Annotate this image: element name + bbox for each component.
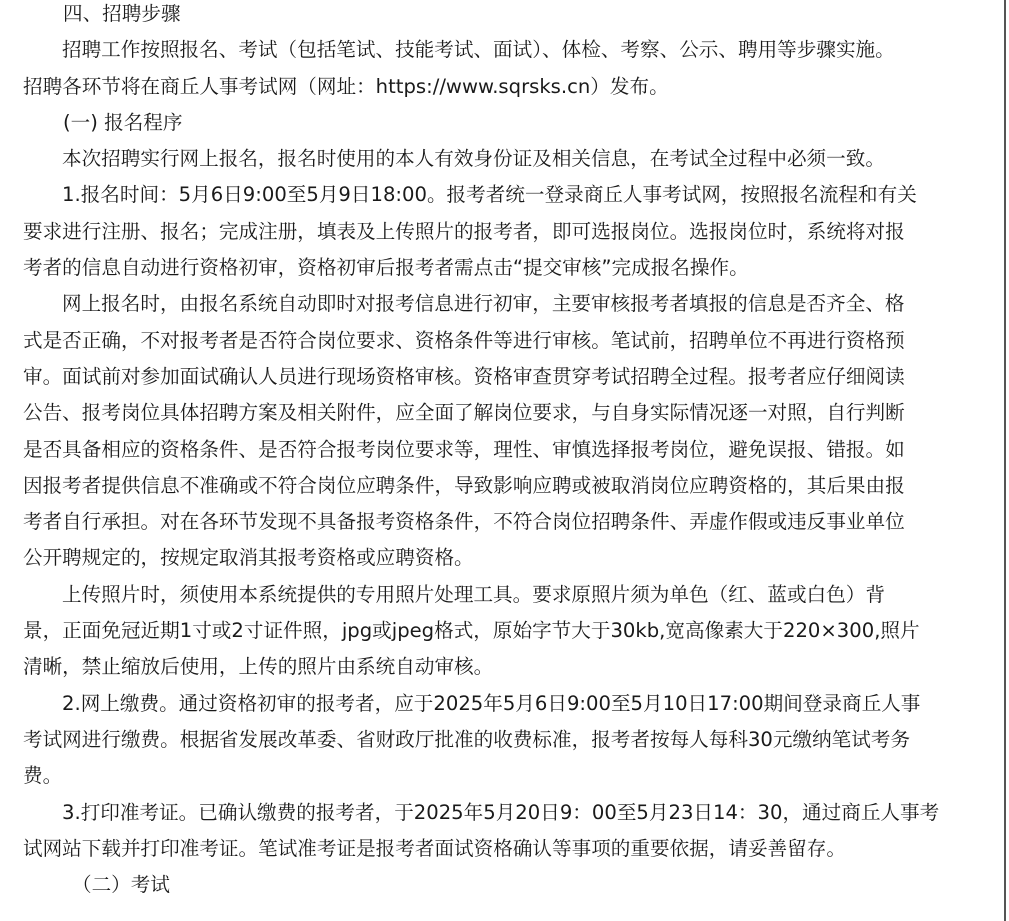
intro-line-2: 招聘各环节将在商丘人事考试网（网址：https://www.sqrsks.cn）发布。	[23, 74, 669, 98]
online-review-line-7: 考者自行承担。对在各环节发现不具备报考资格条件，不符合岗位招聘条件、弄虚作假或违反事业单位	[23, 510, 905, 534]
item2-line-2: 考试网进行缴费。根据省发展改革委、省财政厅批准的收费标准，报考者按每人每科30元缴纳笔试考务	[23, 727, 911, 751]
section-heading: 四、招聘步骤	[63, 2, 181, 25]
item1-line-3: 考者的信息自动进行资格初审，资格初审后报考者需点击“提交审核”完成报名操作。	[23, 256, 749, 280]
online-review-line-8: 公开聘规定的，按规定取消其报考资格或应聘资格。	[23, 546, 474, 570]
item1-line-2: 要求进行注册、报名；完成注册，填表及上传照片的报考者，即可选报岗位。选报岗位时，系统将对报	[23, 219, 905, 243]
photo-upload-line-2: 景，正面免冠近期1寸或2寸证件照，jpg或jpeg格式，原始字节大于30kb,宽高像素大于220×300,照片	[23, 619, 920, 643]
online-review-line-6: 因报考者提供信息不准确或不符合岗位应聘条件，导致影响应聘或被取消岗位应聘资格的，其后果由报	[23, 473, 905, 497]
item2-line-3: 费。	[23, 764, 63, 788]
subsection-title-registration: (一) 报名程序	[63, 110, 183, 134]
online-review-line-4: 公告、报考岗位具体招聘方案及相关附件，应全面了解岗位要求，与自身实际情况逐一对照，自行判断	[23, 401, 905, 425]
item3-line-1: 3.打印准考证。已确认缴费的报考者，于2025年5月20日9：00至5月23日14：30，通过商丘人事考	[62, 800, 940, 824]
online-review-line-1: 网上报名时，由报名系统自动即时对报考信息进行初审，主要审核报考者填报的信息是否齐全、格	[62, 292, 905, 316]
photo-upload-line-3: 清晰，禁止缩放后使用，上传的照片由系统自动审核。	[23, 655, 494, 679]
online-review-line-3: 审。面试前对参加面试确认人员进行现场资格审核。资格审查贯穿考试招聘全过程。报考者应仔细阅读	[23, 364, 905, 388]
item3-line-2: 试网站下载并打印准考证。笔试准考证是报考者面试资格确认等事项的重要依据，请妥善留存。	[23, 836, 846, 860]
registration-intro: 本次招聘实行网上报名，报名时使用的本人有效身份证及相关信息，在考试全过程中必须一致。	[62, 147, 885, 171]
item2-line-1: 2.网上缴费。通过资格初审的报考者，应于2025年5月6日9:00至5月10日17:00期间登录商丘人事	[62, 691, 921, 715]
document-body	[23, 0, 983, 903]
photo-upload-line-1: 上传照片时，须使用本系统提供的专用照片处理工具。要求原照片须为单色（红、蓝或白色）背	[62, 582, 885, 606]
online-review-line-5: 是否具备相应的资格条件、是否符合报考岗位要求等，理性、审慎选择报考岗位，避免误报、错报。如	[23, 437, 905, 461]
online-review-line-2: 式是否正确，不对报考者是否符合岗位要求、资格条件等进行审核。笔试前，招聘单位不再进行资格预	[23, 328, 905, 352]
intro-line-1: 招聘工作按照报名、考试（包括笔试、技能考试、面试）、体检、考察、公示、聘用等步骤实施。	[62, 38, 895, 62]
item1-line-1: 1.报名时间：5月6日9:00至5月9日18:00。报考者统一登录商丘人事考试网，按照报名流程和有关	[62, 183, 917, 207]
page-edge-divider	[1004, 0, 1006, 921]
subsection-title-exam: （二）考试	[72, 873, 170, 897]
